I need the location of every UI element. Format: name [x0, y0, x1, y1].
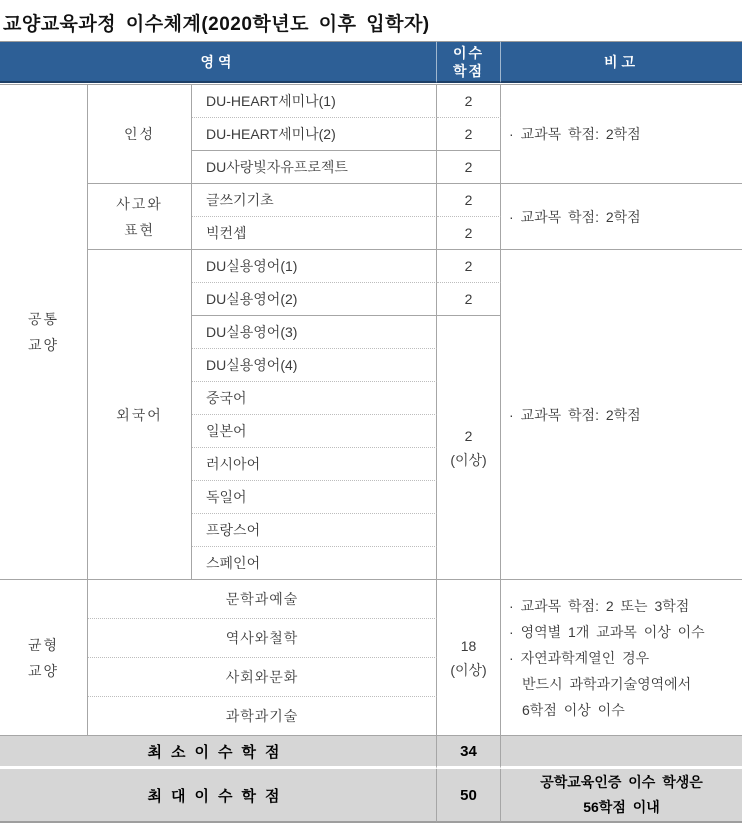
credit-cell: 2 [437, 184, 501, 217]
course-cell: DU실용영어(3) [192, 316, 437, 349]
credit-cell: 2 [437, 217, 501, 250]
course-cell: 스페인어 [192, 547, 437, 580]
remark-cell-thinking-expression: · 교과목 학점: 2학점 [501, 184, 742, 250]
table-row [0, 184, 742, 217]
course-cell: DU실용영어(1) [192, 250, 437, 283]
course-cell: 독일어 [192, 481, 437, 514]
course-cell: 중국어 [192, 382, 437, 415]
credit-cell: 2 [437, 250, 501, 283]
header-area: 영역 [0, 41, 437, 83]
subcategory-cell-character: 인성 [88, 85, 192, 184]
credit-cell: 2 [437, 85, 501, 118]
header-credits-line2: 학점 [452, 62, 485, 79]
course-cell: 러시아어 [192, 448, 437, 481]
subcategory-cell-foreign-language: 외국어 [88, 250, 192, 580]
header-remark: 비고 [501, 41, 742, 83]
course-cell: 빅컨셉 [192, 217, 437, 250]
total-min-remark [501, 736, 742, 769]
course-cell: DU사랑빛자유프로젝트 [192, 151, 437, 184]
course-cell: DU-HEART세미나(2) [192, 118, 437, 151]
credit-cell-merged: 2 (이상) [437, 316, 501, 580]
credit-cell: 2 [437, 118, 501, 151]
total-max-row [0, 769, 742, 823]
remark-cell-foreign-language: · 교과목 학점: 2학점 [501, 250, 742, 580]
remark-cell-character: · 교과목 학점: 2학점 [501, 85, 742, 184]
area-cell: 사회와문화 [88, 658, 437, 697]
credit-cell-balance: 18 (이상) [437, 580, 501, 736]
table-row [0, 85, 742, 118]
area-cell: 과학과기술 [88, 697, 437, 736]
page-title: 교양교육과정 이수체계(2020학년도 이후 입학자) [3, 14, 430, 35]
area-cell: 문학과예술 [88, 580, 437, 619]
table-row [0, 250, 742, 283]
course-cell: DU-HEART세미나(1) [192, 85, 437, 118]
total-max-value: 50 [437, 769, 501, 823]
area-cell: 역사와철학 [88, 619, 437, 658]
table-header-row [0, 41, 742, 83]
table-row [0, 580, 742, 619]
header-credits [437, 41, 501, 83]
total-min-label: 최소이수학점 [0, 736, 437, 769]
course-cell: 글쓰기기초 [192, 184, 437, 217]
total-max-remark: 공학교육인증 이수 학생은 56학점 이내 [501, 769, 742, 823]
course-cell: DU실용영어(4) [192, 349, 437, 382]
credit-cell: 2 [437, 151, 501, 184]
curriculum-table [0, 41, 742, 823]
category-cell-balance: 균형 교양 [0, 580, 88, 736]
category-cell-common: 공통 교양 [0, 85, 88, 580]
subcategory-cell-thinking-expression: 사고와 표현 [88, 184, 192, 250]
course-cell: 프랑스어 [192, 514, 437, 547]
total-max-label: 최대이수학점 [0, 769, 437, 823]
credit-cell: 2 [437, 283, 501, 316]
total-min-value: 34 [437, 736, 501, 769]
header-credits-line1: 이수 [452, 44, 485, 61]
total-min-row [0, 736, 742, 769]
course-cell: 일본어 [192, 415, 437, 448]
remark-cell-balance: · 교과목 학점: 2 또는 3학점 · 영역별 1개 교과목 이상 이수 · 자연과학계열인 경우 반드시 과학과기술영역에서 6학점 이상 이수 [501, 580, 742, 736]
course-cell: DU실용영어(2) [192, 283, 437, 316]
